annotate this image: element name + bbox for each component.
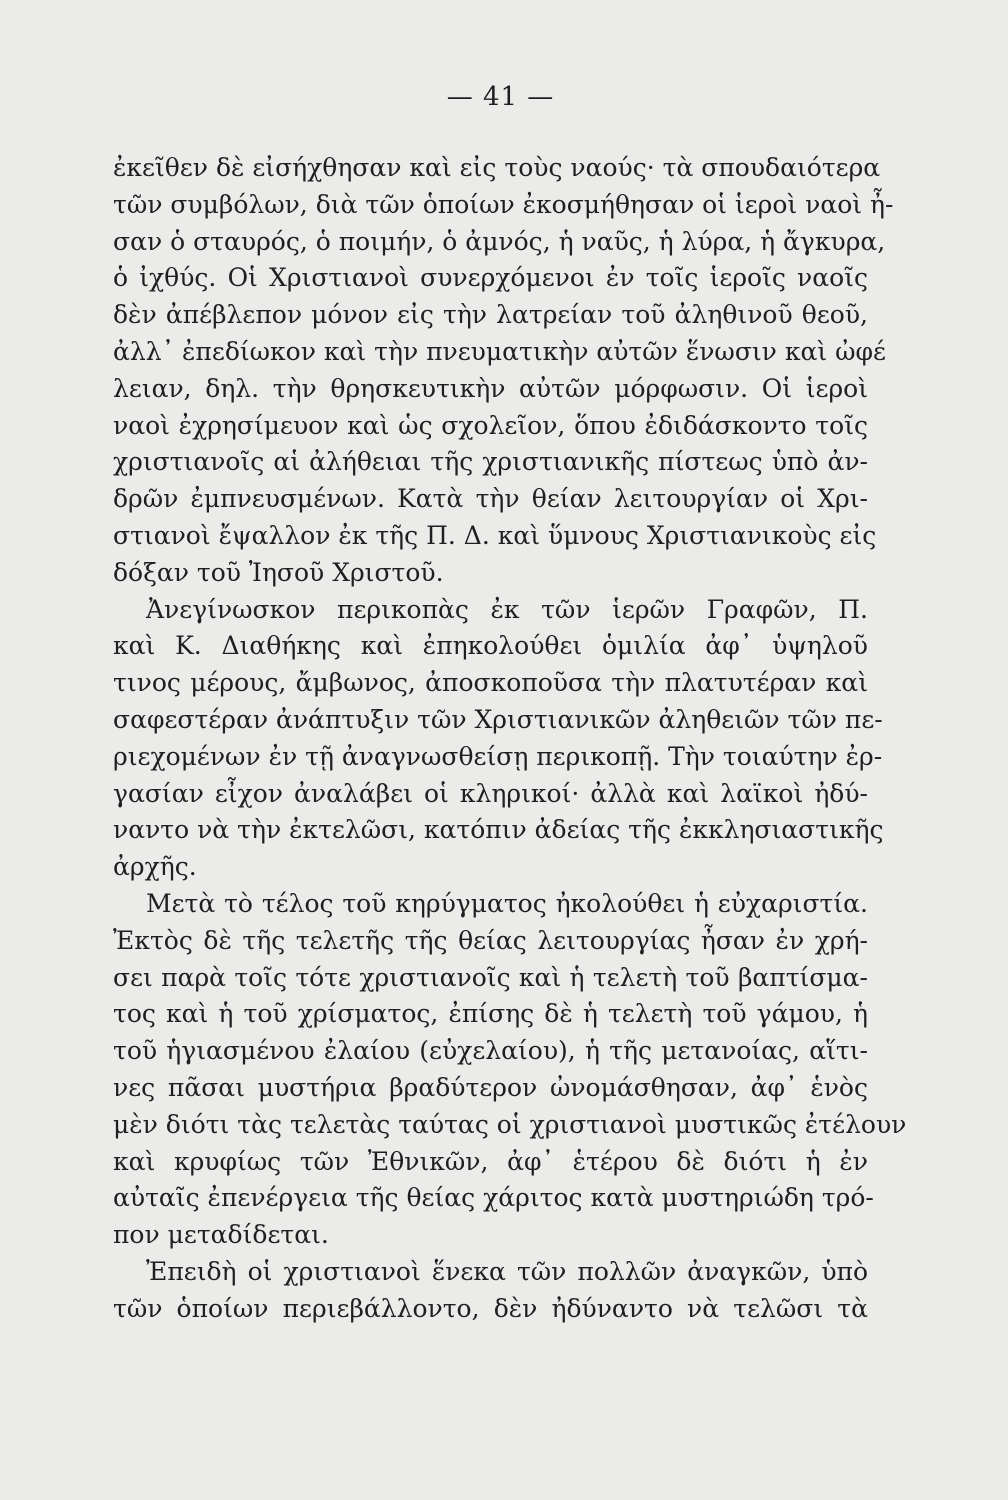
text-line: τοῦ ἡγιασμένου ἐλαίου (εὐχελαίου), ἡ τῆς μετανοίας, αἵτι- [113, 1036, 868, 1066]
text-line: δόξαν τοῦ Ἰησοῦ Χριστοῦ. [113, 557, 444, 587]
text-line: καὶ κρυφίως τῶν Ἐθνικῶν, ἀφ᾿ ἑτέρου δὲ διότι ἡ ἐν [113, 1146, 868, 1176]
text-line: ἐκεῖθεν δὲ εἰσήχθησαν καὶ εἰς τοὺς ναούς· τὰ σπουδαιότερα [113, 153, 881, 182]
text-line: ἀρχῆς. [113, 852, 197, 882]
text-line: δρῶν ἐμπνευσμένων. Κατὰ τὴν θείαν λειτουργίαν οἱ Χρι- [113, 484, 868, 514]
text-line: ναοὶ ἐχρησίμευον καὶ ὡς σχολεῖον, ὅπου ἐδιδάσκοντο τοῖς [113, 410, 868, 440]
text-line: πον μεταδίδεται. [113, 1220, 329, 1250]
text-line: ριεχομένων ἐν τῇ ἀναγνωσθείσῃ περικοπῇ. Τὴν τοιαύτην ἐρ- [113, 741, 883, 771]
text-line: Ἐκτὸς δὲ τῆς τελετῆς τῆς θείας λειτουργίας ἦσαν ἐν χρή- [113, 925, 868, 955]
text-line: σαφεστέραν ἀνάπτυξιν τῶν Χριστιανικῶν ἀληθειῶν τῶν πε- [113, 704, 883, 734]
text-line: χριστιανοῖς αἱ ἀλήθειαι τῆς χριστιανικῆς πίστεως ὑπὸ ἀν- [113, 447, 868, 477]
text-line: ἀλλ᾿ ἐπεδίωκον καὶ τὴν πνευματικὴν αὐτῶν ἕνωσιν καὶ ὠφέ [113, 336, 886, 366]
text-line: τινος μέρους, ἄμβωνος, ἀποσκοποῦσα τὴν πλατυτέραν καὶ [113, 668, 868, 698]
text-line: σαν ὁ σταυρός, ὁ ποιμήν, ὁ ἀμνός, ἡ ναῦς, ἡ λύρα, ἡ ἄγκυρα, [113, 226, 886, 256]
text-line: ναντο νὰ τὴν ἐκτελῶσι, κατόπιν ἀδείας τῆς ἐκκλησιαστικῆς [113, 815, 884, 845]
text-line: δὲν ἀπέβλεπον μόνον εἰς τὴν λατρείαν τοῦ ἀληθινοῦ θεοῦ, [113, 300, 868, 330]
text-line: λειαν, δηλ. τὴν θρησκευτικὴν αὐτῶν μόρφωσιν. Οἱ ἱεροὶ [113, 373, 868, 403]
text-line: τῶν ὁποίων περιεβάλλοντο, δὲν ἠδύναντο νὰ τελῶσι τὰ [113, 1293, 868, 1323]
text-line: γασίαν εἶχον ἀναλάβει οἱ κληρικοί· ἀλλὰ καὶ λαϊκοὶ ἠδύ- [113, 778, 868, 808]
text-line: Μετὰ τὸ τέλος τοῦ κηρύγματος ἠκολούθει ἡ εὐχαριστία. [146, 888, 868, 918]
body-text [113, 150, 907, 1328]
text-line: στιανοὶ ἔψαλλον ἐκ τῆς Π. Δ. καὶ ὕμνους Χριστιανικοὺς εἰς [113, 520, 877, 550]
text-line: αὐταῖς ἐπενέργεια τῆς θείας χάριτος κατὰ μυστηριώδη τρό- [113, 1183, 874, 1213]
text-line: σει παρὰ τοῖς τότε χριστιανοῖς καὶ ἡ τελετὴ τοῦ βαπτίσμα- [113, 962, 868, 992]
text-line: μὲν διότι τὰς τελετὰς ταύτας οἱ χριστιανοὶ μυστικῶς ἐτέλουν [113, 1109, 907, 1139]
text-line: τος καὶ ἡ τοῦ χρίσματος, ἐπίσης δὲ ἡ τελετὴ τοῦ γάμου, ἡ [113, 999, 868, 1029]
page-number: — 41 — [446, 82, 555, 112]
text-line: τῶν συμβόλων, διὰ τῶν ὁποίων ἐκοσμήθησαν οἱ ἱεροὶ ναοὶ ἦ- [113, 189, 894, 219]
text-line: Ἀνεγίνωσκον περικοπὰς ἐκ τῶν ἱερῶν Γραφῶν, Π. [146, 594, 868, 624]
text-line: καὶ Κ. Διαθήκης καὶ ἐπηκολούθει ὁμιλία ἀφ᾿ ὑψηλοῦ [113, 631, 868, 661]
text-line: ὁ ἰχθύς. Οἱ Χριστιανοὶ συνερχόμενοι ἐν τοῖς ἱεροῖς ναοῖς [113, 263, 868, 293]
text-line: νες πᾶσαι μυστήρια βραδύτερον ὠνομάσθησαν, ἀφ᾿ ἑνὸς [113, 1072, 868, 1102]
text-line: Ἐπειδὴ οἱ χριστιανοὶ ἕνεκα τῶν πολλῶν ἀναγκῶν, ὑπὸ [146, 1256, 868, 1286]
